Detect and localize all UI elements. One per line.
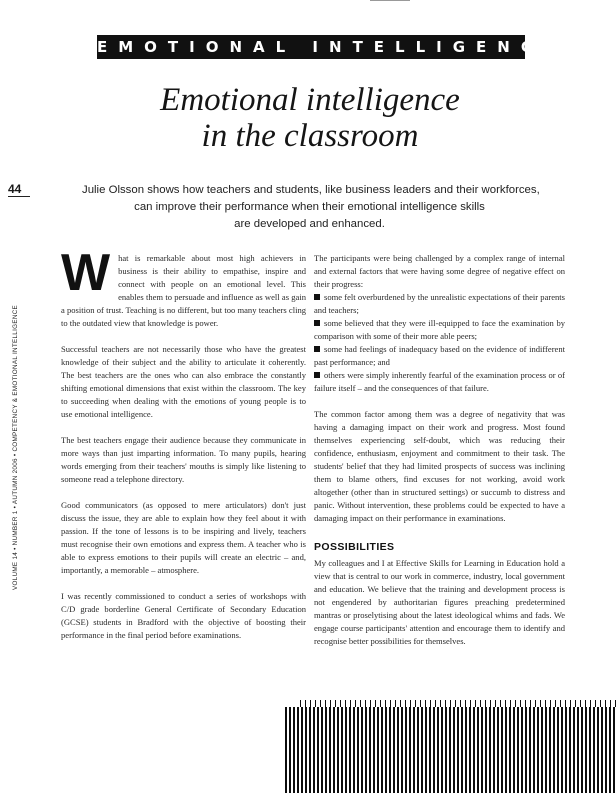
body-paragraph: My colleagues and I at Effective Skills for Learning in Education hold a view that is central to our work in commerce, industry, local government and education. We believe that the training and development process is not engendered by authoritarian figures preaching predetermined mantras or proselytising about the latest ideological whims and fads. We engage course participants' attention and encourage them to identify and recognise better possibilities for themselves. [314,558,565,646]
body-paragraph: The participants were being challenged by a complex range of internal and external factors that were having some degree of negative effect on their progress: [314,253,565,289]
drop-cap: W [61,244,111,302]
scan-edge-mark [370,0,410,1]
body-paragraph: Successful teachers are not necessarily those who have the greatest knowledge of their subject and the ability to articulate it coherently. The best teachers are the ones who can also embrace the constantly shifting emotional dimensions that exist within the classroom. The key to succeeding when dealing with the emotions of young people is to use emotional intelligence. [61,344,306,419]
section-heading: POSSIBILITIES [314,541,395,553]
bullet-item [314,317,565,343]
bullet-item [314,343,565,369]
square-bullet-icon [314,320,320,326]
standfirst [82,182,540,233]
body-paragraph: The best teachers engage their audience because they communicate in more ways than just imparting information. To many pupils, hearing words emerging from their teachers' mouths is simply like listening to someone read a telephone directory. [61,435,306,484]
bullet-item [314,369,565,395]
right-column [314,252,565,661]
standfirst-line-3: are developed and enhanced. [234,218,385,230]
body-paragraph: The common factor among them was a degree of negativity that was having a damaging impact on their work and progress. Most found themselves experiencing self-doubt, which was reducing their confidence, enthusiasm, enjoyment and commitment to their task. The students' belief that they had limited prospects of success was inclining them to blame others, find excuses for not working, avoid work altogether (other than in structured settings) or succumb to distress and panic. Without intervention, these problems could be expected to have a damaging impact on their performance in examinations. [314,409,565,523]
standfirst-line-2: can improve their performance when their emotional intelligence skills [134,201,485,213]
page-number: 44 [8,182,22,196]
article-title [60,82,560,154]
vertical-issue-info: VOLUME 14 • NUMBER 1 • AUTUMN 2006 • COMPETENCY & EMOTIONAL INTELLIGENCE [12,304,19,590]
square-bullet-icon [314,372,320,378]
bullet-text: some felt overburdened by the unrealistic expectations of their parents and teachers; [314,292,565,315]
title-line-1: Emotional intelligence [160,82,460,118]
bullet-text: some believed that they were ill-equipped to face the examination by comparison with some of their more able peers; [314,318,565,341]
bullet-item [314,291,565,317]
section-banner: EMOTIONAL INTELLIGENCE [97,35,525,59]
square-bullet-icon [314,346,320,352]
footer-stripe-pattern-top [300,700,616,707]
standfirst-line-1: Julie Olsson shows how teachers and students, like business leaders and their workforces, [82,184,540,196]
body-paragraph: I was recently commissioned to conduct a series of workshops with C/D grade borderline General Certificate of Secondary Education (GCSE) students in Bradford with the objective of boosting their performance in the final period before examinations. [61,591,306,640]
left-column [61,244,306,655]
bullet-text: some had feelings of inadequacy based on the evidence of indifferent past performance; and [314,344,565,367]
body-paragraph: Good communicators (as opposed to mere articulators) don't just discuss the issue, they are able to explain how they feel about it with passion. If the tone of lessons is to be inspiring and lively, teachers must recognise their own emotions and express them. A teacher who is able to express emotions to their pupils will create an electric – and, importantly, a memorable – atmosphere. [61,500,306,575]
body-paragraph [61,244,306,330]
footer-stripe-pattern [285,707,616,793]
title-line-2: in the classroom [201,118,419,154]
page-number-rule [8,196,30,197]
square-bullet-icon [314,294,320,300]
bullet-text: others were simply inherently fearful of the examination process or of failure itself – and the consequences of that failure. [314,370,565,393]
paragraph-text: hat is remarkable about most high achievers in business is their ability to empathise, inspire and connect with people on an emotional level. This enables them to persuade and influence as well as gain a position of trust. Teaching is no different, but too many teachers cling to the outdated view that knowledge is power. [61,253,306,328]
